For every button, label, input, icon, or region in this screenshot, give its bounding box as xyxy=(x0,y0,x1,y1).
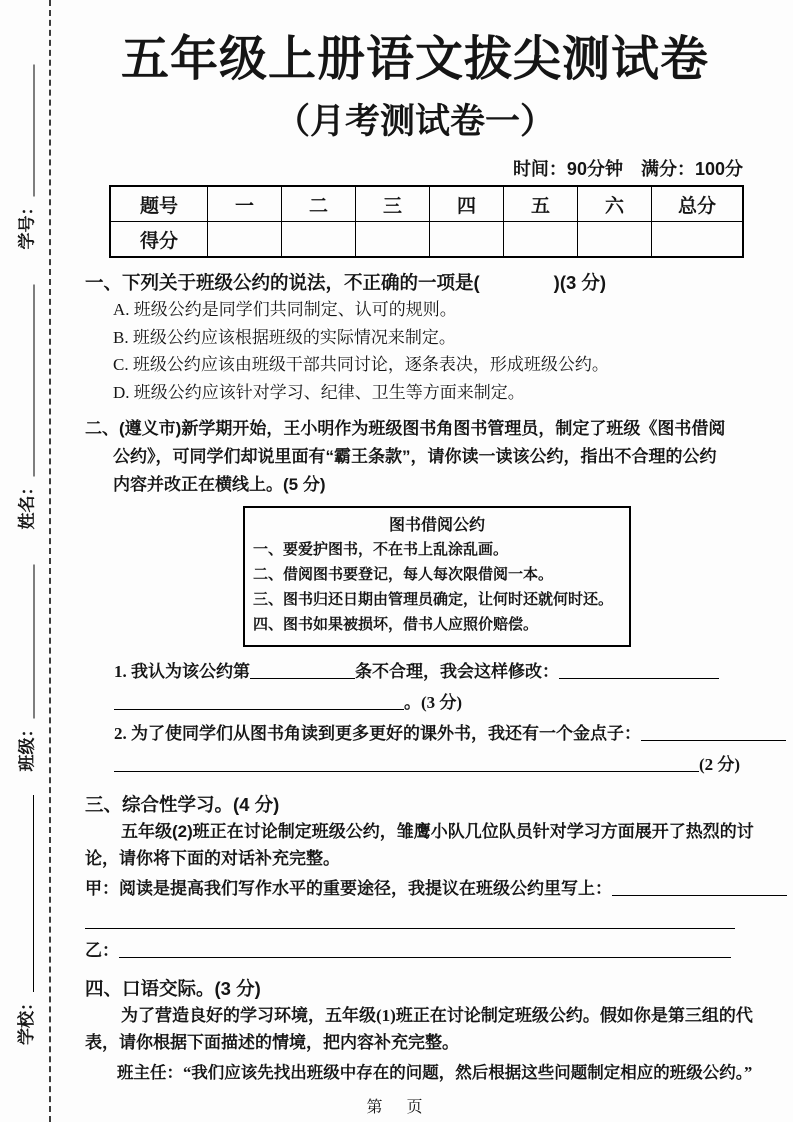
question1-option-a: A. 班级公约是同学们共同制定、认可的规则。 xyxy=(113,300,457,319)
score-col-2: 二 xyxy=(282,186,356,222)
score-cell xyxy=(578,222,652,258)
question4-para-line1: 为了营造良好的学习环境，五年级(1)班正在讨论制定班级公约。假如你是第三组的代 xyxy=(121,1006,753,1025)
question3-speaker-yi-line xyxy=(85,936,745,966)
paper-subtitle: （月考测试卷一） xyxy=(274,102,555,141)
question1-option-c: C. 班级公约应该由班级干部共同讨论，逐条表决，形成班级公约。 xyxy=(113,355,609,374)
margin-field-school xyxy=(9,795,39,1045)
score-col-1: 一 xyxy=(208,186,282,222)
paper-title: 五年级上册语文拔尖测试卷 xyxy=(120,33,709,86)
sub2-text-pre: 2. 为了使同学们从图书角读到更多更好的课外书，我还有一个金点子： xyxy=(114,724,641,743)
question2-sub1-line2 xyxy=(85,687,745,718)
margin-field-name xyxy=(10,285,40,530)
class-write-line xyxy=(33,565,34,719)
seal-dashed-line xyxy=(49,0,51,1122)
question1-option-d: D. 班级公约应该针对学习、纪律、卫生等方面来制定。 xyxy=(113,382,525,402)
question2-sub2-line1 xyxy=(85,718,745,749)
score-col-5: 五 xyxy=(504,186,578,222)
paper-body xyxy=(85,0,754,1086)
question1-option-b: B. 班级公约应该根据班级的实际情况来制定。 xyxy=(113,327,456,347)
score-cell xyxy=(430,222,504,258)
score-table-header-row xyxy=(110,186,743,222)
score-col-3: 三 xyxy=(356,186,430,222)
answer-blank xyxy=(85,914,735,929)
pact-title: 图书借阅公约 xyxy=(388,517,485,534)
student-id-write-line xyxy=(33,65,34,197)
score-table-corner: 题号 xyxy=(110,186,208,222)
question3-heading: 三、综合性学习。(4 分) xyxy=(85,794,280,815)
school-label: 学校： xyxy=(16,994,36,1045)
answer-blank xyxy=(612,881,787,896)
class-label: 班级： xyxy=(17,720,36,772)
answer-blank xyxy=(250,664,355,679)
pact-rule-4: 四、图书如果被损坏，借书人应照价赔偿。 xyxy=(253,617,539,633)
question2-stem-line3: 内容并改正在横线上。(5 分) xyxy=(113,475,326,494)
name-write-line xyxy=(33,285,34,477)
question3-para-line2: 论，请你将下面的对话补充完整。 xyxy=(85,849,340,868)
score-table-score-row xyxy=(110,222,743,258)
question2-stem-line2: 公约》，可同学们却说里面有“霸王条款”，请你读一读该公约，指出不合理的公约 xyxy=(113,447,717,466)
sub1-text-mid: 条不合理，我会这样修改： xyxy=(355,662,559,681)
question3-para-line1: 五年级(2)班正在讨论制定班级公约，雏鹰小队几位队员针对学习方面展开了热烈的讨 xyxy=(121,822,754,841)
library-borrowing-pact-box xyxy=(243,506,631,647)
sub1-text-tail: 。(3 分) xyxy=(404,693,463,712)
school-write-line xyxy=(33,795,34,992)
question4-teacher-line: 班主任：“我们应该先找出班级中存在的问题，然后根据这些问题制定相应的班级公约。” xyxy=(117,1063,753,1082)
answer-blank xyxy=(119,943,731,958)
time-and-score-info: 时间：90分钟 满分：100分 xyxy=(512,159,743,179)
score-cell xyxy=(504,222,578,258)
answer-blank xyxy=(114,695,404,710)
score-col-4: 四 xyxy=(430,186,504,222)
question3-answer-line xyxy=(85,912,745,934)
student-id-label: 学号： xyxy=(17,198,36,250)
margin-field-student-id xyxy=(10,65,40,250)
score-col-total: 总分 xyxy=(652,186,744,222)
question4-para-line2: 表，请你根据下面描述的情境，把内容补充完整。 xyxy=(85,1033,459,1052)
page-footer: 第 页 xyxy=(366,1099,427,1116)
answer-blank xyxy=(559,664,719,679)
answer-blank xyxy=(114,757,699,772)
yi-text: 乙： xyxy=(85,941,119,960)
pact-rule-3: 三、图书归还日期由管理员确定，让何时还就何时还。 xyxy=(253,592,614,608)
question2-stem-line1: 二、(遵义市)新学期开始，王小明作为班级图书角图书管理员，制定了班级《图书借阅 xyxy=(85,419,726,438)
question4-heading: 四、口语交际。(3 分) xyxy=(85,978,261,999)
sub1-text-pre: 1. 我认为该公约第 xyxy=(114,662,250,681)
score-cell xyxy=(652,222,744,258)
pact-rule-1: 一、要爱护图书，不在书上乱涂乱画。 xyxy=(253,542,509,558)
pact-rule-2: 二、借阅图书要登记，每人每次限借阅一本。 xyxy=(253,567,554,583)
score-row-label: 得分 xyxy=(110,222,208,258)
name-label: 姓名： xyxy=(17,478,36,530)
score-cell xyxy=(282,222,356,258)
question2-sub1-line1 xyxy=(85,656,745,687)
question3-speaker-jia-line xyxy=(85,874,745,904)
answer-blank xyxy=(641,726,786,741)
score-table xyxy=(109,185,744,258)
score-cell xyxy=(208,222,282,258)
jia-text: 甲：阅读是提高我们写作水平的重要途径，我提议在班级公约里写上： xyxy=(85,879,612,898)
question2-sub2-line2 xyxy=(85,749,745,780)
margin-field-class xyxy=(10,565,40,772)
question1-stem: 一、下列关于班级公约的说法，不正确的一项是( )(3 分) xyxy=(85,272,607,293)
sub2-text-tail: (2 分) xyxy=(699,755,741,774)
score-col-6: 六 xyxy=(578,186,652,222)
score-cell xyxy=(356,222,430,258)
